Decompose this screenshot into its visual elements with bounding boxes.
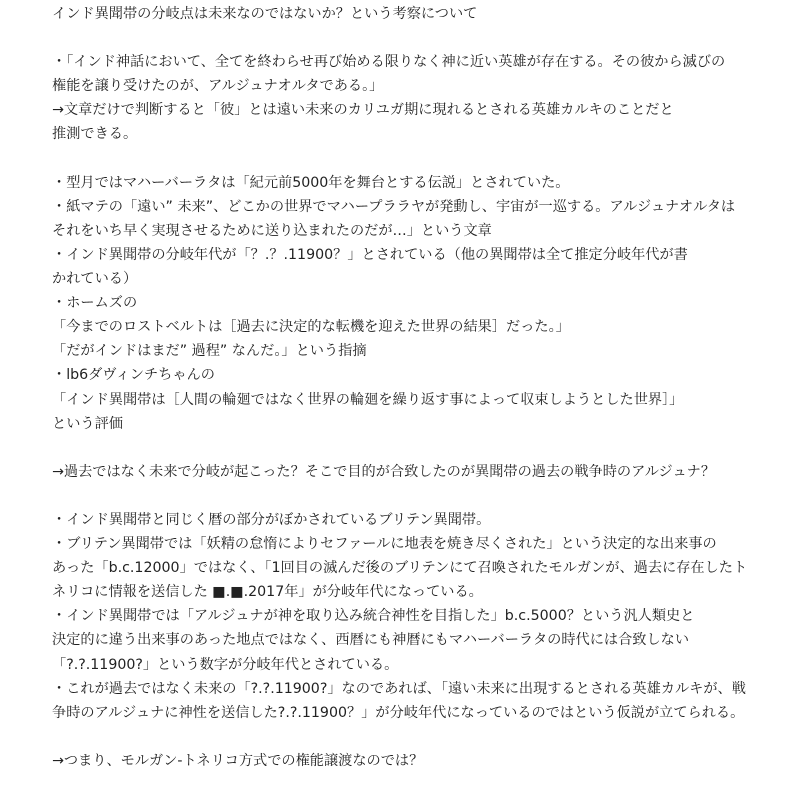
text-line: ・ホームズの [52,295,138,312]
text-line: 権能を譲り受けたのが、アルジュナオルタである。」 [52,78,384,95]
text-line: →つまり、モルガン-トネリコ方式での権能譲渡なのでは？ [52,752,424,769]
text-line: ・これが過去ではなく未来の「?.?.11900?」なのであれば、「遠い未来に出現するとされる英雄カルキが、戦 [52,680,746,697]
blank-line [52,436,792,460]
text-line: ・インド異聞帯と同じく暦の部分がぼかされているブリテン異聞帯。 [52,511,491,528]
text-line: →文章だけで判断すると「彼」とは遠い未来のカリユガ期に現れるとされる英雄カルキのことだと [52,102,674,119]
text-line: 争時のアルジュナに神性を送信した?.?.11900？」が分岐年代になっているのではという仮説が立てられる。 [52,704,745,721]
text-line: あった「b.c.12000」ではなく、「1回目の滅んだ後のブリテンにて召喚されたモルガンが、過去に存在したト [52,560,748,577]
doc-title: インド異聞帯の分岐点は未来なのではないか？という考察について [52,6,478,22]
blank-line [52,147,792,171]
blank-line [52,725,792,749]
text-line: →過去ではなく未来で分岐が起こった？そこで目的が合致したのが異聞帯の過去の戦争時のアルジュナ？ [52,463,716,480]
text-line: それをいち早く実現させるために送り込まれたのだが…」という文章 [52,222,492,239]
text-line: 「?.?.11900?」という数字が分岐年代とされている。 [52,656,399,673]
blank-line [52,484,792,508]
text-line: ・紙マテの「遠い” 未来”、どこかの世界でマハープララヤが発動し、宇宙が一巡する。アルジュナオルタは [52,198,736,215]
text-line: ・lb6ダヴィンチちゃんの [52,367,215,384]
text-line: 推測できる。 [52,126,138,143]
text-line: 「だがインドはまだ” 過程” なんだ。」という指摘 [52,343,367,360]
text-line: ・インド異聞帯の分岐年代が「？.？.11900？」とされている（他の異聞帯は全て推定分岐年代が書 [52,246,688,263]
document-body [52,2,792,773]
text-line: ・インド異聞帯では「アルジュナが神を取り込み統合神性を目指した」b.c.5000？という汎人類史と [52,608,695,625]
text-line: ネリコに情報を送信した ■.■.2017年」が分岐年代になっている。 [52,584,483,601]
text-line: 決定的に違う出来事のあった地点ではなく、西暦にも神暦にもマハーバーラタの時代には合致しない [52,632,690,649]
text-line: 「インド異聞帯は［人間の輪廻ではなく世界の輪廻を繰り返す事によって収束しようとした世界］」 [52,391,684,408]
text-line: 「今までのロストベルトは［過去に決定的な転機を迎えた世界の結果］だった。」 [52,319,570,336]
text-line: という評価 [52,415,123,432]
text-line: かれている） [52,271,138,288]
text-line: ・「インド神話において、全てを終わらせ再び始める限りなく神に近い英雄が存在する。その彼から滅びの [52,54,726,71]
text-line: ・型月ではマハーバーラタは「紀元前5000年を舞台とする伝説」とされていた。 [52,174,570,191]
text-line: ・ブリテン異聞帯では「妖精の怠惰によりセファールに地表を焼き尽くされた」という決定的な出来事の [52,536,717,553]
blank-line [52,26,792,50]
